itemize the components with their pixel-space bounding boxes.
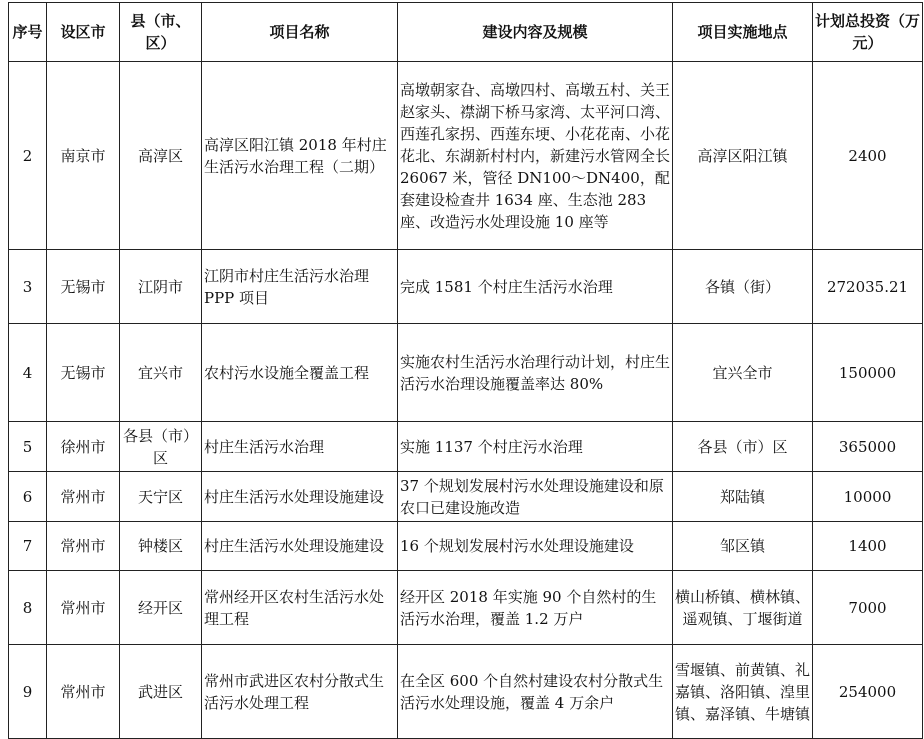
cell-location: 郑陆镇 bbox=[673, 472, 813, 522]
cell-city: 南京市 bbox=[47, 62, 120, 250]
header-investment: 计划总投资（万元） bbox=[813, 3, 923, 62]
header-project-name: 项目名称 bbox=[202, 3, 398, 62]
cell-seq: 8 bbox=[9, 571, 47, 645]
cell-county: 经开区 bbox=[120, 571, 202, 645]
cell-investment: 150000 bbox=[813, 324, 923, 422]
header-county: 县（市、区） bbox=[120, 3, 202, 62]
cell-seq: 7 bbox=[9, 522, 47, 571]
cell-content: 实施农村生活污水治理行动计划，村庄生活污水治理设施覆盖率达 80% bbox=[398, 324, 673, 422]
projects-table bbox=[8, 2, 923, 739]
cell-content: 37 个规划发展村污水处理设施建设和原农口已建设施改造 bbox=[398, 472, 673, 522]
table-row bbox=[9, 422, 923, 472]
cell-project-name: 农村污水设施全覆盖工程 bbox=[202, 324, 398, 422]
cell-location: 宜兴全市 bbox=[673, 324, 813, 422]
cell-seq: 9 bbox=[9, 645, 47, 739]
cell-investment: 254000 bbox=[813, 645, 923, 739]
table-row bbox=[9, 522, 923, 571]
cell-project-name: 常州市武进区农村分散式生活污水处理工程 bbox=[202, 645, 398, 739]
cell-location: 各县（市）区 bbox=[673, 422, 813, 472]
cell-project-name: 江阴市村庄生活污水治理 PPP 项目 bbox=[202, 250, 398, 324]
cell-county: 宜兴市 bbox=[120, 324, 202, 422]
table-row bbox=[9, 62, 923, 250]
cell-investment: 365000 bbox=[813, 422, 923, 472]
table-row bbox=[9, 324, 923, 422]
header-seq: 序号 bbox=[9, 3, 47, 62]
cell-seq: 5 bbox=[9, 422, 47, 472]
header-content: 建设内容及规模 bbox=[398, 3, 673, 62]
cell-location: 横山桥镇、横林镇、遥观镇、丁堰街道 bbox=[673, 571, 813, 645]
cell-city: 徐州市 bbox=[47, 422, 120, 472]
cell-seq: 4 bbox=[9, 324, 47, 422]
table-row bbox=[9, 645, 923, 739]
cell-county: 武进区 bbox=[120, 645, 202, 739]
cell-project-name: 常州经开区农村生活污水处理工程 bbox=[202, 571, 398, 645]
cell-content: 完成 1581 个村庄生活污水治理 bbox=[398, 250, 673, 324]
table-row bbox=[9, 250, 923, 324]
cell-location: 邹区镇 bbox=[673, 522, 813, 571]
cell-county: 各县（市）区 bbox=[120, 422, 202, 472]
header-location: 项目实施地点 bbox=[673, 3, 813, 62]
cell-seq: 6 bbox=[9, 472, 47, 522]
cell-county: 江阴市 bbox=[120, 250, 202, 324]
cell-county: 天宁区 bbox=[120, 472, 202, 522]
cell-project-name: 村庄生活污水处理设施建设 bbox=[202, 472, 398, 522]
cell-content: 16 个规划发展村污水处理设施建设 bbox=[398, 522, 673, 571]
cell-city: 常州市 bbox=[47, 571, 120, 645]
cell-city: 无锡市 bbox=[47, 324, 120, 422]
cell-investment: 7000 bbox=[813, 571, 923, 645]
cell-city: 常州市 bbox=[47, 645, 120, 739]
cell-content: 在全区 600 个自然村建设农村分散式生活污水处理设施，覆盖 4 万余户 bbox=[398, 645, 673, 739]
cell-location: 雪堰镇、前黄镇、礼嘉镇、洛阳镇、湟里镇、嘉泽镇、牛塘镇 bbox=[673, 645, 813, 739]
cell-investment: 1400 bbox=[813, 522, 923, 571]
cell-seq: 3 bbox=[9, 250, 47, 324]
cell-investment: 10000 bbox=[813, 472, 923, 522]
cell-location: 高淳区阳江镇 bbox=[673, 62, 813, 250]
cell-project-name: 村庄生活污水治理 bbox=[202, 422, 398, 472]
cell-location: 各镇（街） bbox=[673, 250, 813, 324]
cell-content: 实施 1137 个村庄污水治理 bbox=[398, 422, 673, 472]
cell-city: 常州市 bbox=[47, 522, 120, 571]
cell-investment: 272035.21 bbox=[813, 250, 923, 324]
cell-content: 经开区 2018 年实施 90 个自然村的生活污水治理，覆盖 1.2 万户 bbox=[398, 571, 673, 645]
header-row bbox=[9, 3, 923, 62]
table-row bbox=[9, 472, 923, 522]
table-row bbox=[9, 571, 923, 645]
cell-project-name: 高淳区阳江镇 2018 年村庄生活污水治理工程（二期） bbox=[202, 62, 398, 250]
cell-city: 无锡市 bbox=[47, 250, 120, 324]
cell-seq: 2 bbox=[9, 62, 47, 250]
cell-city: 常州市 bbox=[47, 472, 120, 522]
header-city: 设区市 bbox=[47, 3, 120, 62]
cell-county: 高淳区 bbox=[120, 62, 202, 250]
cell-investment: 2400 bbox=[813, 62, 923, 250]
cell-content: 高墩朝家旮、高墩四村、高墩五村、关王赵家头、襟湖下桥马家湾、太平河口湾、西莲孔家拐、西莲东埂、小花花南、小花花北、东湖新村村内，新建污水管网全长 26067 米，管径 DN100～DN400，配套建设检查井 1634 座、生态池 283 座、改造污水处理设施 10 座等 bbox=[398, 62, 673, 250]
cell-project-name: 村庄生活污水处理设施建设 bbox=[202, 522, 398, 571]
cell-county: 钟楼区 bbox=[120, 522, 202, 571]
